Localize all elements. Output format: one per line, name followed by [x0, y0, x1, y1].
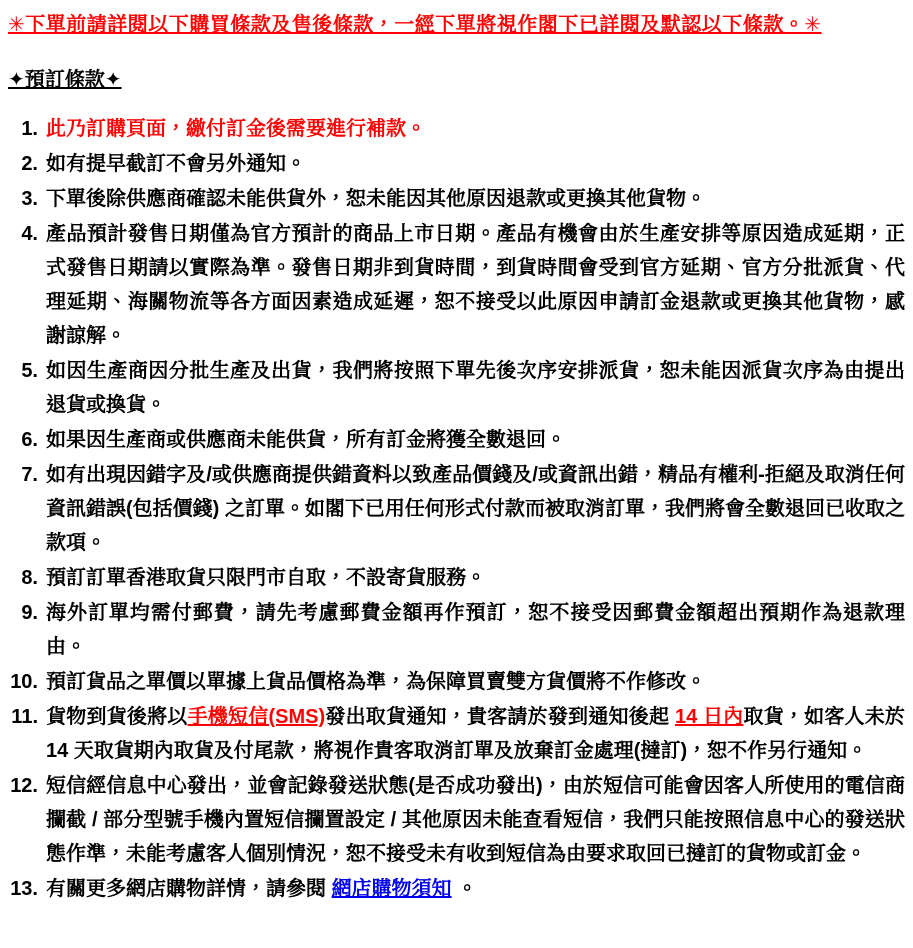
term-item-12	[8, 769, 905, 871]
term-item-1	[8, 112, 905, 146]
term-item-5	[8, 354, 905, 422]
term-number: 6.	[21, 429, 38, 451]
term-text	[46, 665, 905, 699]
highlighted-term-text: 手機短信(SMS)	[187, 706, 326, 728]
term-text	[46, 700, 905, 768]
term-number: 2.	[21, 153, 38, 175]
highlighted-term-text: 14 日內	[674, 706, 744, 728]
term-item-11	[8, 700, 905, 768]
term-text-segment: 預訂訂單香港取貨只限門市自取，不設寄貨服務。	[46, 567, 486, 589]
term-text	[46, 596, 905, 664]
term-item-6	[8, 423, 905, 457]
term-text-segment: 。	[451, 878, 478, 900]
term-number: 8.	[21, 567, 38, 589]
term-text	[46, 147, 905, 181]
term-text	[46, 112, 905, 146]
term-text-segment: 產品預計發售日期僅為官方預計的商品上市日期。產品有機會由於生產安排等原因造成延期，正式發售日期請以實際為準。發售日期非到貨時間，到貨時間會受到官方延期、官方分批派貨、代理延期、海關物流等各方面因素造成延遲，恕不接受以此原因申請訂金退款或更換其他貨物，感謝諒解。	[46, 223, 905, 347]
term-text	[46, 423, 905, 457]
term-text-segment: 發出取貨通知，貴客請於發到通知後起	[325, 706, 675, 728]
terms-list	[8, 112, 905, 906]
term-number: 7.	[21, 464, 38, 486]
term-text	[46, 872, 905, 906]
term-item-2	[8, 147, 905, 181]
term-text-segment: 貨物到貨後將以	[46, 706, 188, 728]
alert-term-text: 此乃訂購頁面，繳付訂金後需要進行補款。	[46, 118, 426, 140]
term-item-10	[8, 665, 905, 699]
term-number: 4.	[21, 223, 38, 245]
section-title-preorder-terms: ✦預訂條款✦	[8, 69, 122, 91]
term-text-segment: 如有出現因錯字及/或供應商提供錯資料以致產品價錢及/或資訊出錯，精品有權利-拒絕及取消任何資訊錯誤(包括價錢) 之訂單。如閣下已用任何形式付款而被取消訂單，我們將會全數退回已收取之款項。	[46, 464, 905, 554]
term-item-9	[8, 596, 905, 664]
term-number: 3.	[21, 188, 38, 210]
term-item-8	[8, 561, 905, 595]
term-text-segment: 下單後除供應商確認未能供貨外，恕未能因其他原因退款或更換其他貨物。	[46, 188, 706, 210]
term-item-13	[8, 872, 905, 906]
term-text	[46, 769, 905, 871]
term-text	[46, 182, 905, 216]
term-number: 12.	[10, 775, 38, 797]
term-text	[46, 354, 905, 422]
term-text	[46, 561, 905, 595]
term-text-segment: 如有提早截訂不會另外通知。	[46, 153, 306, 175]
term-number: 11.	[11, 706, 38, 728]
term-item-3	[8, 182, 905, 216]
online-store-notice-link[interactable]: 網店購物須知	[331, 878, 452, 900]
term-number: 5.	[21, 360, 38, 382]
term-text-segment: 如果因生產商或供應商未能供貨，所有訂金將獲全數退回。	[46, 429, 566, 451]
term-number: 1.	[21, 118, 38, 140]
purchase-notice-header: ✳下單前請詳閱以下購買條款及售後條款，一經下單將視作閣下已詳閱及默認以下條款。✳	[8, 14, 822, 36]
term-item-4	[8, 217, 905, 353]
term-text-segment: 預訂貨品之單價以單據上貨品價格為準，為保障買賣雙方貨價將不作修改。	[46, 671, 706, 693]
term-number: 9.	[21, 602, 38, 624]
term-text	[46, 217, 905, 353]
term-text-segment: 如因生產商因分批生產及出貨，我們將按照下單先後次序安排派貨，恕未能因派貨次序為由提出退貨或換貨。	[46, 360, 905, 416]
term-item-7	[8, 458, 905, 560]
term-number: 10.	[10, 671, 38, 693]
term-text-segment: 取貨，如客人未於 14 天取貨期內取貨及付尾款，將視作貴客取消訂單及放棄訂金處理(撻訂)，恕不作另行通知。	[46, 706, 906, 762]
term-number: 13.	[10, 878, 38, 900]
term-text	[46, 458, 905, 560]
preorder-terms-page	[8, 10, 905, 906]
term-text-segment: 有關更多網店購物詳情，請參閱	[46, 878, 332, 900]
term-text-segment: 短信經信息中心發出，並會記錄發送狀態(是否成功發出)，由於短信可能會因客人所使用的電信商攔截 / 部分型號手機內置短信攔置設定 / 其他原因未能查看短信，我們只能按照信息中心的發送狀態作準，未能考慮客人個別情況，恕不接受未有收到短信為由要求取回已撻訂的貨物或訂金。	[46, 775, 905, 865]
term-text-segment: 海外訂單均需付郵費，請先考慮郵費金額再作預訂，恕不接受因郵費金額超出預期作為退款理由。	[46, 602, 905, 658]
